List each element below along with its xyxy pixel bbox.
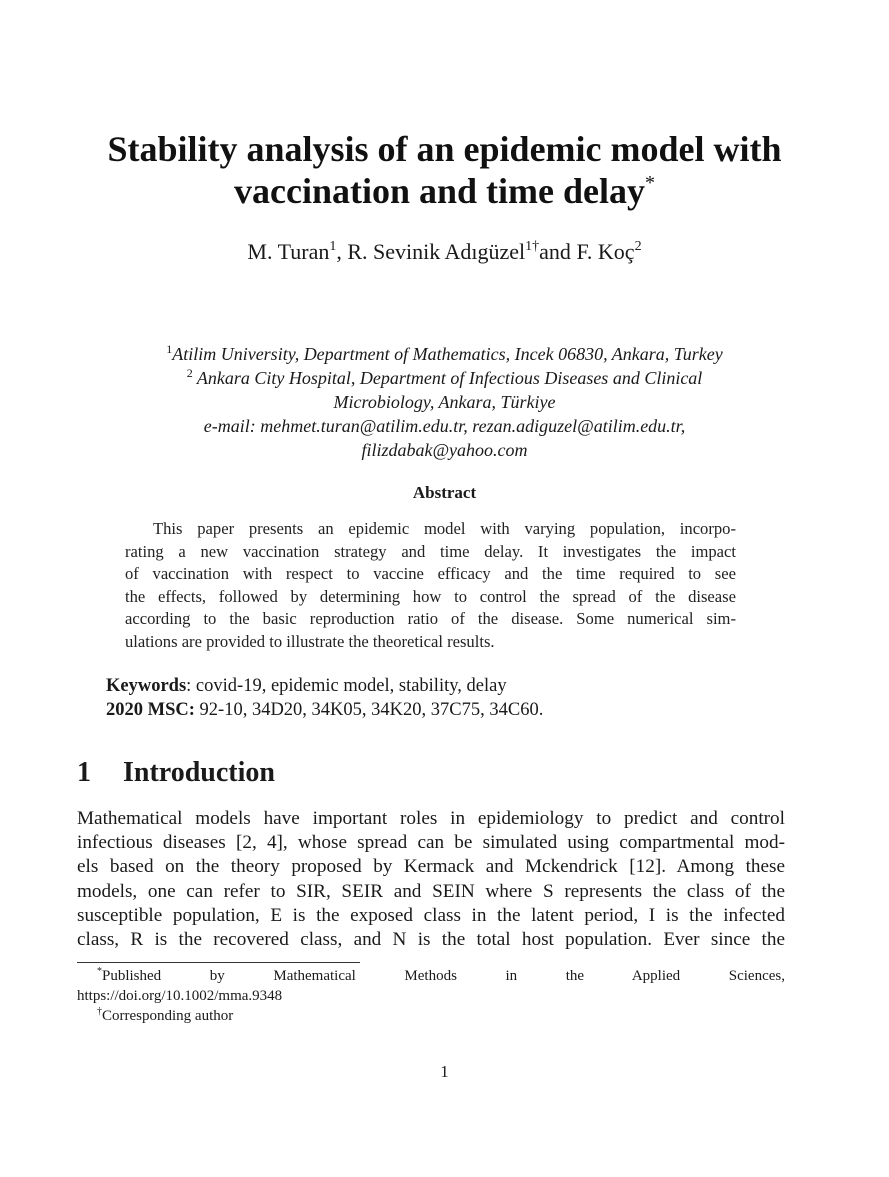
- affiliations: [90, 342, 799, 462]
- author-2: R. Sevinik Adıgüzel: [347, 239, 526, 264]
- abstract-line: of vaccination with respect to vaccine efficacy and the time required to see: [125, 564, 736, 583]
- abstract-line: This paper presents an epidemic model with varying population, incorpo-: [153, 519, 736, 538]
- abstract-body: [125, 518, 736, 653]
- author-list: M. Turan$^1$, R. Sevinik Adıgüzel$^{1\dagger}$and F. Koç$^2$: [247, 239, 642, 264]
- email-line-2: filizdabak@yahoo.com: [361, 440, 528, 460]
- affiliation-2: $^2$ Ankara City Hospital, Department of Infectious Diseases and Clinical: [186, 366, 703, 388]
- footnote-1-doi: https://doi.org/10.1002/mma.9348: [77, 988, 283, 1004]
- section-heading: [77, 756, 275, 790]
- body-line: infectious diseases [2, 4], whose spread can be simulated using compartmental mod-: [77, 832, 785, 854]
- body-line: els based on the theory proposed by Kermack and Mckendrick [12]. Among these: [77, 856, 785, 878]
- keywords-label: Keywords: [106, 676, 187, 696]
- abstract-line: the effects, followed by determining how to control the spread of the disease: [125, 586, 736, 606]
- footnote-1: *Published by Mathematical Methods in the Applied Sciences,: [97, 966, 785, 984]
- introduction-body: [77, 807, 785, 952]
- title-line-1: Stability analysis of an epidemic model with: [107, 129, 782, 169]
- email-line: e-mail: mehmet.turan@atilim.edu.tr, rezan.adiguzel@atilim.edu.tr,: [203, 416, 686, 436]
- footnote-2: †Corresponding author: [97, 1006, 234, 1024]
- abstract-line: rating a new vaccination strategy and time delay. It investigates the impact: [125, 541, 736, 561]
- paper-title: [60, 128, 829, 212]
- keywords-line: Keywords: covid-19, epidemic model, stability, delay: [106, 676, 507, 696]
- page-number: 1: [440, 1062, 449, 1081]
- section-number: 1: [77, 757, 91, 788]
- footnotes: [77, 966, 785, 1026]
- section-title: Introduction: [123, 757, 275, 788]
- affiliation-2-cont: Microbiology, Ankara, Türkiye: [333, 392, 556, 412]
- body-line: class, R is the recovered class, and N is the total host population. Ever since the: [77, 929, 785, 951]
- abstract-line: according to the basic reproduction ratio of the disease. Some numerical sim-: [125, 609, 736, 628]
- author-3: F. Koç: [576, 239, 635, 264]
- msc-line: 2020 MSC: 92-10, 34D20, 34K05, 34K20, 37C75, 34C60.: [106, 700, 544, 720]
- footnote-rule: [77, 962, 360, 963]
- author-1: M. Turan: [247, 239, 330, 264]
- body-line: Mathematical models have important roles in epidemiology to predict and control: [77, 808, 785, 829]
- title-line-2: vaccination and time delay*: [234, 171, 655, 211]
- title-footnote-mark: *: [645, 172, 655, 194]
- body-line: models, one can refer to SIR, SEIR and SEIN where S represents the class of the: [77, 880, 785, 902]
- body-line: susceptible population, E is the exposed class in the latent period, I is the infected: [77, 904, 785, 926]
- abstract-heading: Abstract: [412, 483, 477, 502]
- keywords-block: [106, 674, 806, 722]
- msc-label: 2020 MSC:: [106, 700, 195, 720]
- abstract-line: ulations are provided to illustrate the theoretical results.: [125, 631, 495, 651]
- affiliation-1: $^1$Atilim University, Department of Mathematics, Incek 06830, Ankara, Turkey: [166, 342, 723, 364]
